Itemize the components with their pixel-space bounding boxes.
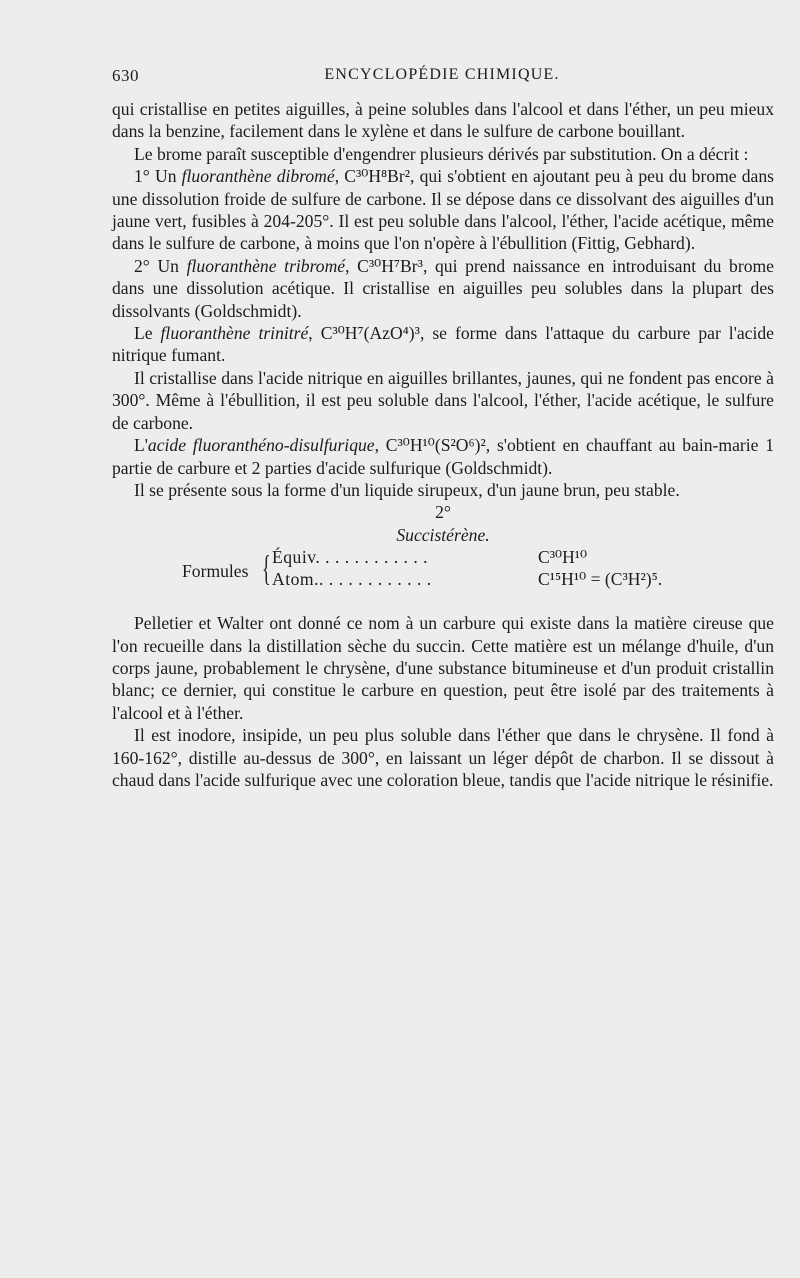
separator: ,: [345, 255, 358, 276]
paragraph-lead: 2° Un: [134, 255, 187, 276]
compound-name: fluoranthène dibromé: [181, 166, 335, 187]
paragraph: qui cristallise en petites aiguilles, à peine solubles dans l'alcool et dans l'éther, un peu mieux dans la benzine, facilement dans le xylène et dans le sulfure de carbone bouillant.: [112, 99, 774, 142]
body-text: [112, 98, 774, 791]
section-number: 2°: [435, 502, 451, 523]
paragraph: Il se présente sous la forme d'un liquide sirupeux, d'un jaune brun, peu stable.: [134, 479, 680, 500]
paragraph: Il est inodore, insipide, un peu plus soluble dans l'éther que dans le chrysène. Il fond à 160-162°, distille au-dessus de 300°, en laissant un léger dépôt de charbon. Il se dissout à chaud dans l'acide sulfurique avec une coloration bleue, tandis que l'acide nitrique le résinifie.: [112, 725, 774, 790]
chemical-formula: C³⁰H⁸Br²: [344, 166, 411, 187]
compound-name: acide fluoranthéno-disulfurique: [147, 435, 375, 456]
separator: ,: [374, 435, 386, 456]
paragraph: Le brome paraît susceptible d'engendrer plusieurs dérivés par substitution. On a décrit :: [134, 143, 749, 164]
compound-name: fluoranthène tribromé: [186, 255, 346, 276]
formula-value: C¹⁵H¹⁰ = (C³H²)⁵.: [538, 569, 663, 590]
chemical-formula: C³⁰H¹⁰(S²O⁶)²: [385, 435, 486, 456]
paragraph-text: , se forme dans l'attaque du carbure par l'acide nitrique fumant.: [112, 323, 774, 366]
page-header: [112, 66, 772, 90]
paragraph-lead: 1° Un: [134, 166, 182, 187]
paragraph-trinitre: [112, 322, 774, 367]
formula-value: C³⁰H¹⁰: [538, 547, 588, 568]
compound-name: fluoranthène trinitré: [160, 323, 309, 344]
paragraph-text: , qui prend naissance en introduisant du brome dans une dissolution acétique. Il cristallise en aiguilles peu solubles dans la plupart des dissolvants (Goldschmidt).: [112, 255, 774, 321]
paragraph-disulfurique: [112, 434, 774, 479]
paragraph: Il cristallise dans l'acide nitrique en aiguilles brillantes, jaunes, qui ne fondent pas encore à 300°. Même à l'ébullition, il est peu soluble dans l'alcool, l'éther, l'acide acétique, le sulfure de carbone.: [112, 367, 774, 433]
paragraph-text: , s'obtient en chauffant au bain-marie 1 partie de carbure et 2 parties d'acide sulfurique (Goldschmidt).: [112, 435, 774, 478]
separator: ,: [334, 166, 345, 187]
chemical-formula: C³⁰H⁷(AzO⁴)³: [320, 323, 420, 344]
paragraph-text: , qui s'obtient en ajoutant peu à peu du brome dans une dissolution froide de sulfure de carbone. Il se dépose dans ce dissolvant des aiguilles d'un jaune vert, fusibles à 204-205°. Il est peu soluble dans l'alcool, l'éther, l'acide acétique, même dans le sulfure de carbone, à moins que l'on n'opère à l'ébullition (Fittig, Gebhard).: [112, 166, 775, 254]
paragraph: Pelletier et Walter ont donné ce nom à un carbure qui existe dans la matière cireuse que l'on recueille dans la distillation sèche du succin. Cette matière est un mélange d'huile, d'un corps jaune, probablement le chrysène, d'une substance bitumineuse et d'un produit cristallin blanc; ce dernier, qui constitue le carbure en question, peut être isolé par des traitements à l'alcool et à l'éther.: [112, 613, 774, 723]
formula-block: [112, 546, 774, 596]
paragraph-dibrome: [112, 165, 774, 255]
chemical-formula: C³⁰H⁷Br³: [357, 255, 423, 276]
paragraph-tribrome: [112, 255, 774, 322]
page-number: 630: [112, 66, 139, 85]
running-title: ENCYCLOPÉDIE CHIMIQUE.: [324, 66, 560, 83]
brace: {: [262, 548, 271, 589]
formula-row-equiv: [272, 546, 772, 568]
formula-label: Atom.. . . . . . . . . . . .: [272, 569, 432, 590]
paragraph-lead: Le: [134, 323, 161, 344]
separator: ,: [308, 323, 321, 344]
formula-label: Équiv. . . . . . . . . . . .: [272, 547, 429, 568]
formula-word: Formules: [182, 561, 249, 582]
paragraph-lead: L': [134, 435, 148, 456]
section-title: Succistérène.: [396, 524, 490, 545]
formula-row-atom: [272, 568, 772, 590]
